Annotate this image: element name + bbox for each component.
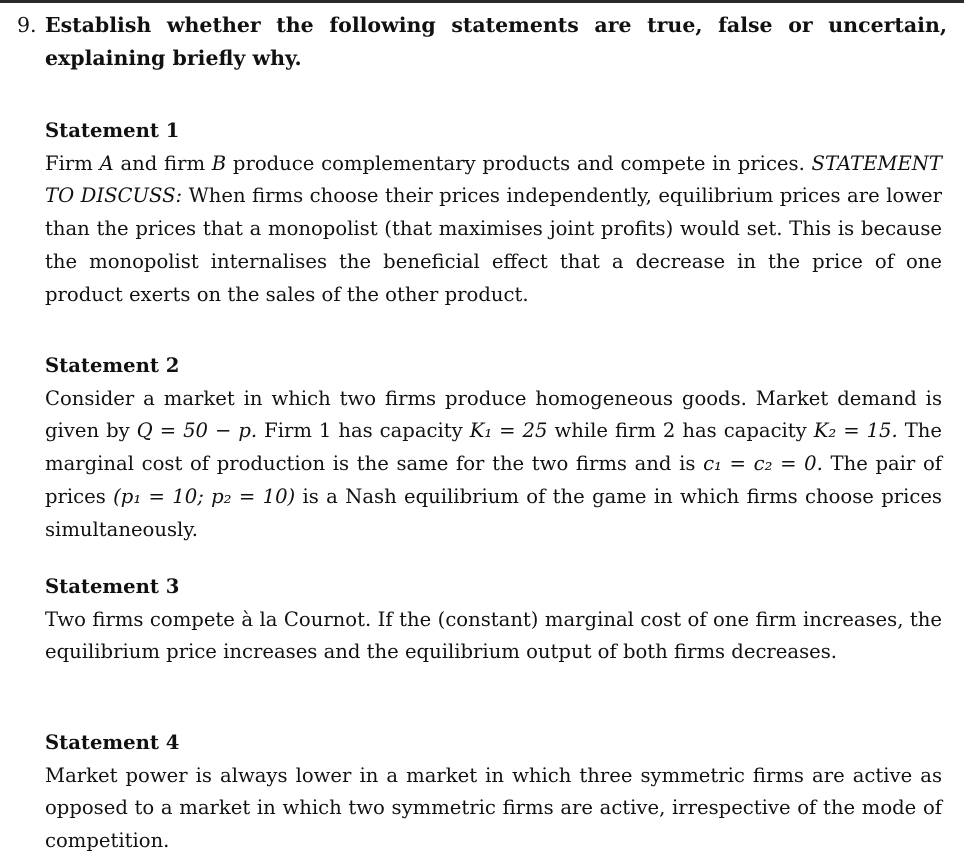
question-number: 9. bbox=[17, 13, 37, 37]
statement-1-text: When firms choose their prices independently, equilibrium prices are lower than the prices that a monopolist (that maximises joint profits) would set. This is because the monopolist internalises the beneficial effect that a decrease in the price of one product exerts on the sales of the other product. bbox=[45, 184, 942, 306]
statement-2-text: The marginal cost of production is the same for the two firms and is bbox=[45, 419, 943, 476]
statement-4-title: Statement 4 bbox=[45, 731, 180, 754]
statement-1-body bbox=[45, 148, 942, 312]
statement-2-body bbox=[45, 383, 942, 547]
capacity-firm-1: K₁ = 25 bbox=[469, 419, 548, 443]
statement-1-text: produce complementary products and compete in prices. bbox=[226, 151, 812, 175]
statement-2-text: The pair of prices bbox=[45, 452, 942, 508]
statement-1-title: Statement 1 bbox=[45, 119, 180, 142]
capacity-firm-2: K₂ = 15. bbox=[813, 419, 898, 443]
statement-2-title: Statement 2 bbox=[45, 354, 180, 377]
firm-a-symbol: A bbox=[99, 151, 114, 175]
demand-equation: Q = 50 − p. bbox=[136, 419, 258, 443]
statement-3 bbox=[45, 571, 942, 669]
statement-1 bbox=[45, 115, 942, 311]
statement-to-discuss-label: STATEMENT TO DISCUSS: bbox=[45, 151, 942, 208]
statement-4 bbox=[45, 727, 942, 858]
statement-1-text: Firm bbox=[45, 151, 100, 175]
marginal-costs: c₁ = c₂ = 0. bbox=[703, 452, 823, 476]
statement-3-body: Two firms compete à la Cournot. If the (constant) marginal cost of one firm increases, the equilibrium price increases and the equilibrium output of both firms decreases. bbox=[45, 607, 942, 664]
statement-2-text: while firm 2 has capacity bbox=[547, 419, 814, 443]
question-9 bbox=[17, 9, 947, 75]
statement-2-text: is a Nash equilibrium of the game in which firms choose prices simultaneously. bbox=[45, 484, 942, 541]
statement-4-body: Market power is always lower in a market in which three symmetric firms are active as opposed to a market in which two symmetric firms are active, irrespective of the mode of competition. bbox=[45, 763, 942, 853]
firm-b-symbol: B bbox=[211, 151, 227, 175]
statement-2 bbox=[45, 350, 942, 546]
question-prompt: Establish whether the following statements are true, false or uncertain, explaining briefly why. bbox=[45, 13, 947, 70]
statement-1-text: and firm bbox=[113, 151, 212, 175]
statement-2-text: Consider a market in which two firms produce homogeneous goods. Market demand is given by bbox=[45, 386, 942, 443]
statement-2-text: Firm 1 has capacity bbox=[257, 419, 470, 443]
price-pair: (p₁ = 10; p₂ = 10) bbox=[113, 484, 296, 508]
statement-3-title: Statement 3 bbox=[45, 575, 180, 598]
top-rule bbox=[0, 0, 964, 3]
